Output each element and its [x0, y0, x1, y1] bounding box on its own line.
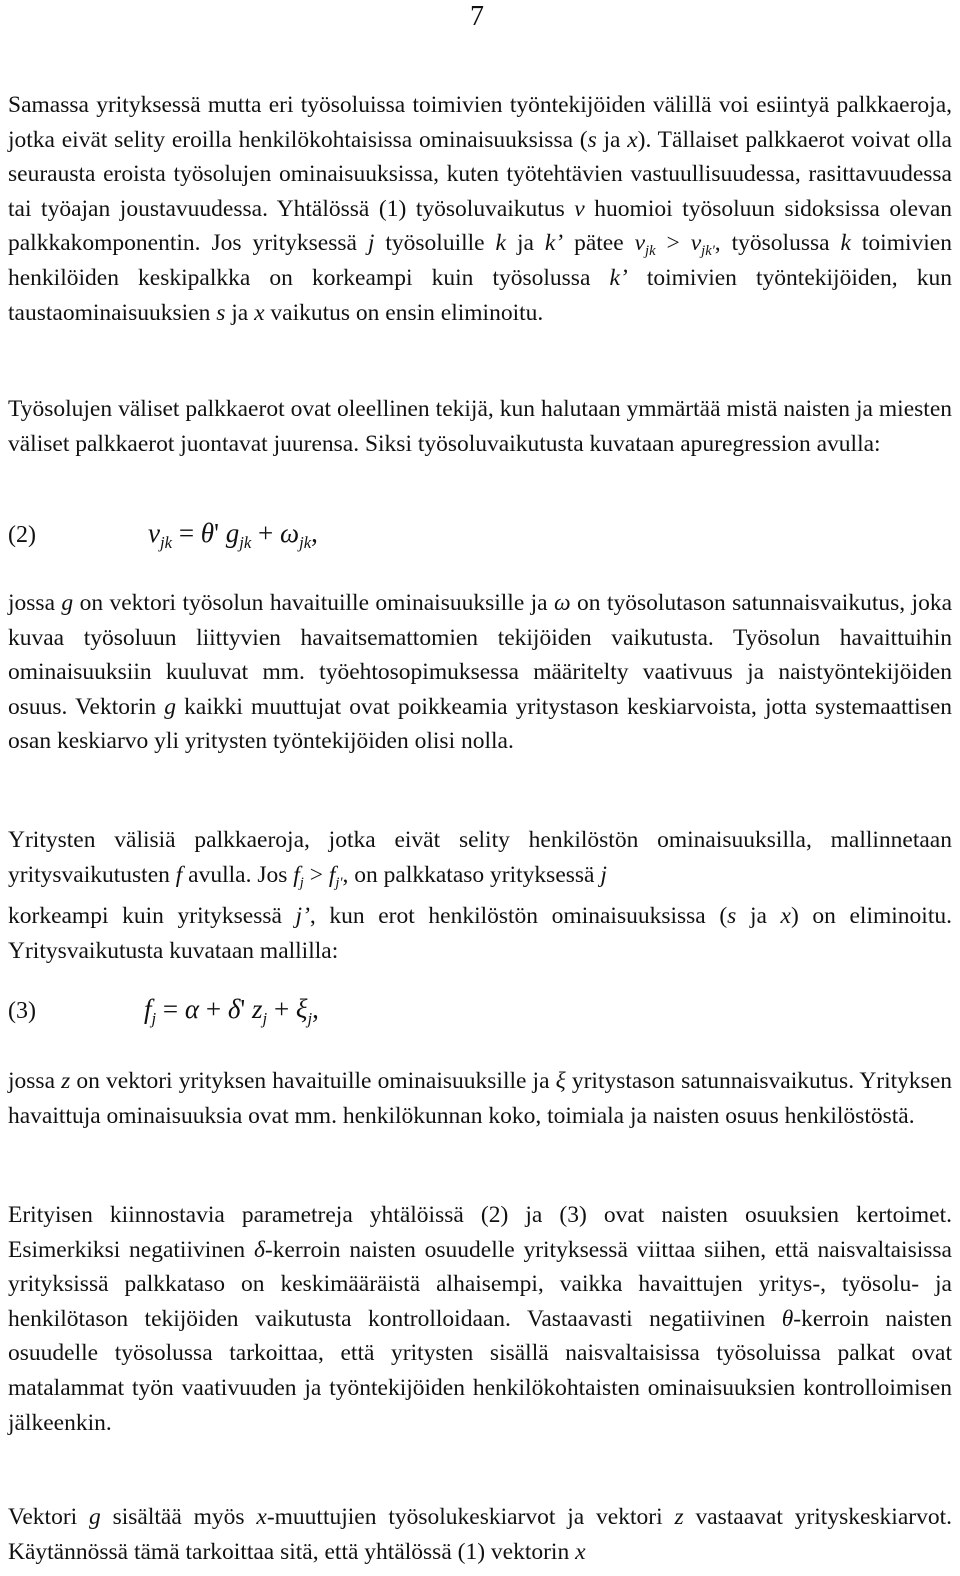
eq-subscript: jk — [159, 532, 173, 552]
eq-comma: , — [312, 994, 319, 1024]
text: vaikutus on ensin eliminoitu. — [264, 299, 544, 326]
text: -kerroin naisten osuudelle työsolussa tarkoittaa, että yritysten sisällä naisvaltaisissa työsoluissa palkat ovat matalammat työn vaativuuden ja työntekijöiden henkilökohtaisten ominaisuuksien kontrolloimisen jälkeenkin. — [8, 1305, 952, 1436]
var-x: x — [256, 1504, 267, 1530]
text: jossa — [8, 590, 62, 616]
eq-subscript: jk — [239, 532, 252, 552]
var-g: g — [61, 590, 74, 616]
paragraph-parameters — [8, 1198, 952, 1440]
math-gt: > — [303, 861, 329, 888]
paragraph-auxiliary-regression: Työsolujen väliset palkkaerot ovat oleellinen tekijä, kun halutaan ymmärtää mistä naisten ja miesten väliset palkkaerot juontavat juurensa. Siksi työsoluvaikutusta kuvataan apuregression avulla: — [8, 396, 952, 457]
paragraph-work-cell-vector — [8, 586, 952, 759]
var-x: x — [254, 299, 265, 326]
var-v: v — [574, 195, 585, 222]
var-v-jk-prime: v — [690, 230, 702, 257]
eq-omega: ω — [280, 518, 300, 548]
eq-plus: + — [199, 994, 228, 1024]
eq-var-f: f — [144, 994, 152, 1024]
var-delta: δ — [253, 1236, 265, 1263]
eq-equals: = — [172, 518, 201, 548]
var-k-prime: k’ — [544, 230, 564, 257]
text: toimivien henkilöiden keskipalkka on korkeampi kuin työsolussa — [8, 230, 952, 291]
text: Vektori — [8, 1504, 90, 1530]
equation-3 — [8, 994, 952, 1038]
equation-label: (2) — [8, 522, 36, 548]
text: jossa — [8, 1068, 62, 1094]
var-j: j — [367, 230, 375, 257]
subscript-j: j — [299, 874, 304, 891]
inline-math-fj — [293, 861, 343, 891]
paragraph-firm-effects — [8, 823, 952, 892]
text: toimivien työntekijöiden, kun taustaominaisuuksien — [8, 264, 952, 326]
text: -kerroin naisten osuudelle yrityksessä viittaa siihen, että naisvaltaisissa yrityksissä palkkataso on keskimääräistä alhaisempi, vaikka havaittujen yritys-, työsolu- ja henkilötason tekijöiden vaikutusta kontrolloidaan. Vastaavasti negatiivinen — [8, 1236, 952, 1332]
text: ja — [505, 230, 545, 257]
paragraph-vectors — [8, 1500, 952, 1569]
var-j-prime: j’ — [295, 903, 310, 929]
text: on työsolutason satunnaisvaikutus, joka kuvaa työsoluun liittyvien havaitsemattomien tekijöiden vaikutusta. Työsolun havaittuihin ominaisuuksiin kuuluvat mm. työehtosopimuksessa määritelty vaativuus ja naistyöntekijöiden osuus. Vektorin — [8, 590, 952, 720]
eq-prime: ' — [240, 994, 253, 1024]
var-z: z — [61, 1068, 71, 1094]
subscript-jk-prime: jk' — [701, 243, 715, 260]
text: on vektori yrityksen havaituille ominaisuuksille ja — [70, 1068, 556, 1094]
text: > — [655, 230, 691, 257]
eq-var-v: v — [148, 518, 160, 548]
eq-subscript: j — [262, 1008, 268, 1028]
text: -muuttujien työsolukeskiarvot ja vektori — [266, 1504, 675, 1530]
text: ) on eliminoitu. Yritysvaikutusta kuvataan mallilla: — [8, 903, 952, 964]
paragraph-work-cell-effects — [8, 88, 952, 330]
eq-subscript: j — [307, 1008, 313, 1028]
var-k: k — [495, 230, 506, 257]
text: ). Tällaiset palkkaerot voivat olla seurausta eroista työsolujen ominaisuuksissa, kuten työtehtävien vastuullisuudessa, rasittavuudessa tai työajan joustavuudessa. Yhtälössä (1) työsoluvaikutus — [8, 126, 952, 222]
text: sisältää myös — [100, 1504, 257, 1530]
equation-label: (3) — [8, 998, 36, 1024]
equation-body — [144, 994, 319, 1028]
text: , on palkkataso yrityksessä — [342, 861, 601, 888]
var-k: k — [840, 230, 851, 257]
eq-var-g: g — [225, 518, 240, 548]
var-g: g — [89, 1504, 101, 1530]
text: pätee — [563, 230, 635, 257]
eq-prime: ' — [214, 518, 226, 548]
text: Erityisen kiinnostavia parametreja yhtälöissä (2) ja (3) ovat naisten osuuksien kertoimet. Esimerkiksi negatiivinen — [8, 1202, 952, 1263]
text: ja — [596, 126, 628, 153]
var-omega: ω — [554, 590, 571, 616]
eq-xi: ξ — [295, 994, 308, 1024]
subscript-jk: jk — [645, 243, 656, 260]
text: , kun erot henkilöstön ominaisuuksissa ( — [309, 903, 728, 929]
text: huomioi työsoluun sidoksissa olevan palkkakomponentin. Jos yrityksessä — [8, 195, 952, 257]
var-f: f — [175, 861, 183, 888]
var-theta: θ — [781, 1305, 794, 1332]
text: vastaavat yrityskeskiarvot. Käytännössä tämä tarkoittaa sitä, että yhtälössä (1) vektorin — [8, 1504, 953, 1565]
var-z: z — [674, 1504, 684, 1530]
page-number: 7 — [470, 1, 484, 32]
var-x: x — [780, 903, 791, 929]
var-x: x — [575, 1538, 586, 1565]
equation-body — [148, 518, 318, 552]
var-f: f — [328, 861, 336, 888]
text: ja — [225, 299, 255, 326]
text: Samassa yrityksessä mutta eri työsoluissa toimivien työntekijöiden välillä voi esiintyä palkkaeroja, jotka eivät selity eroilla henkilökohtaisissa ominaisuuksissa ( — [8, 92, 952, 153]
var-j: j — [600, 861, 607, 888]
text: Yritysten välisiä palkkaeroja, jotka eivät selity henkilöstön ominaisuuksilla, mallinnetaan yritysvaikutusten — [8, 827, 952, 888]
text: ja — [736, 903, 781, 929]
text: on vektori työsolun havaituille ominaisuuksille ja — [73, 590, 555, 616]
eq-theta: θ — [200, 518, 215, 548]
text: yritystason satunnaisvaikutus. Yrityksen havaittuja ominaisuuksia ovat mm. henkilökunnan koko, toimiala ja naisten osuus henkilöstöstä. — [8, 1068, 952, 1129]
var-s: s — [216, 299, 226, 326]
eq-equals: = — [156, 994, 185, 1024]
eq-subscript: jk — [299, 532, 312, 552]
var-x: x — [627, 126, 638, 153]
var-xi: ξ — [555, 1068, 566, 1094]
var-g: g — [164, 693, 176, 720]
text: työsoluille — [374, 230, 496, 257]
text: avulla. Jos — [182, 861, 294, 888]
paragraph-firm-effects-cont — [8, 899, 952, 968]
subscript-j-prime: j' — [335, 874, 343, 891]
eq-plus: + — [267, 994, 296, 1024]
text: kaikki muuttujat ovat poikkeamia yritystason keskiarvoista, jotta systemaattisen osan keskiarvo yli yritysten työntekijöiden olisi nolla. — [8, 693, 953, 755]
var-s: s — [587, 126, 597, 153]
eq-comma: , — [311, 518, 318, 548]
text: , työsolussa — [714, 230, 841, 257]
eq-var-z: z — [252, 994, 263, 1024]
var-k-prime: k’ — [609, 264, 628, 291]
var-v-jk: v — [634, 230, 646, 257]
eq-subscript: j — [151, 1008, 157, 1028]
eq-delta: δ — [227, 994, 241, 1024]
eq-alpha: α — [184, 994, 200, 1024]
var-f: f — [293, 861, 300, 888]
eq-plus: + — [251, 518, 280, 548]
var-s: s — [727, 903, 737, 929]
text: korkeampi kuin yrityksessä — [8, 903, 296, 929]
paragraph-firm-vector — [8, 1064, 952, 1133]
equation-2 — [8, 518, 952, 562]
